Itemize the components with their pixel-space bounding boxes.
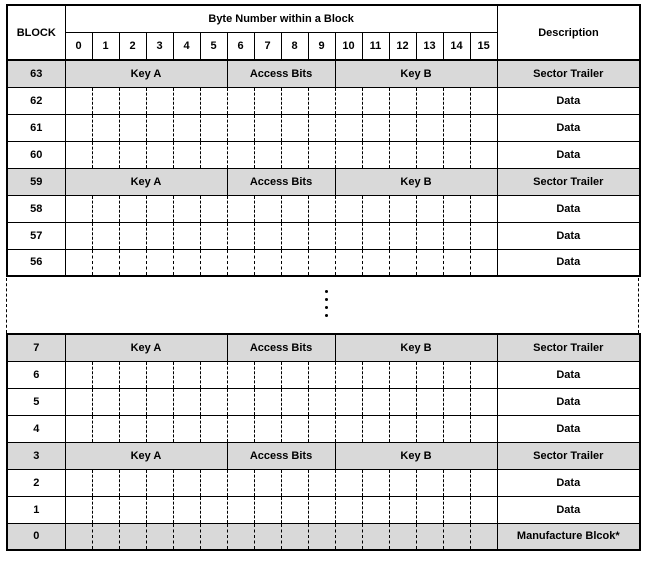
- byte-cell: [335, 496, 362, 523]
- byte-cell: [335, 415, 362, 442]
- byte-cell: [65, 222, 92, 249]
- byte-cell: [200, 114, 227, 141]
- byte-cell: [308, 195, 335, 222]
- access-bits-field: Access Bits: [227, 442, 335, 469]
- byte-cell: [443, 469, 470, 496]
- byte-cell: [119, 496, 146, 523]
- byte-cell: [146, 415, 173, 442]
- key-b-field: Key B: [335, 334, 497, 361]
- byte-cell: [92, 469, 119, 496]
- byte-cell: [92, 523, 119, 550]
- block-row-61: [7, 114, 640, 141]
- key-b-field: Key B: [335, 60, 497, 87]
- block-number: 2: [7, 469, 65, 496]
- byte-cell: [335, 87, 362, 114]
- byte-cell: [119, 87, 146, 114]
- block-description: Data: [497, 195, 640, 222]
- byte-cell: [146, 469, 173, 496]
- byte-number-10: 10: [335, 32, 362, 60]
- block-row-0: [7, 523, 640, 550]
- byte-cell: [254, 469, 281, 496]
- byte-cell: [200, 222, 227, 249]
- byte-cell: [416, 141, 443, 168]
- byte-cell: [416, 195, 443, 222]
- byte-cell: [119, 141, 146, 168]
- byte-cell: [254, 87, 281, 114]
- block-row-4: [7, 415, 640, 442]
- block-description: Data: [497, 87, 640, 114]
- omitted-blocks-gap: [6, 278, 639, 333]
- byte-cell: [362, 469, 389, 496]
- byte-cell: [308, 222, 335, 249]
- byte-cell: [173, 222, 200, 249]
- byte-cell: [65, 388, 92, 415]
- block-row-58: [7, 195, 640, 222]
- byte-cell: [119, 388, 146, 415]
- byte-cell: [92, 114, 119, 141]
- byte-cell: [416, 114, 443, 141]
- byte-cell: [65, 469, 92, 496]
- byte-cell: [254, 195, 281, 222]
- byte-cell: [200, 361, 227, 388]
- block-row-6: [7, 361, 640, 388]
- byte-cell: [119, 415, 146, 442]
- block-number: 3: [7, 442, 65, 469]
- byte-cell: [227, 469, 254, 496]
- byte-number-13: 13: [416, 32, 443, 60]
- byte-number-7: 7: [254, 32, 281, 60]
- block-number: 7: [7, 334, 65, 361]
- byte-cell: [470, 114, 497, 141]
- block-row-2: [7, 469, 640, 496]
- byte-cell: [119, 361, 146, 388]
- byte-cell: [443, 415, 470, 442]
- byte-cell: [173, 415, 200, 442]
- byte-cell: [65, 415, 92, 442]
- byte-cell: [146, 361, 173, 388]
- block-number: 61: [7, 114, 65, 141]
- byte-cell: [470, 496, 497, 523]
- byte-cell: [443, 361, 470, 388]
- byte-cell: [200, 141, 227, 168]
- byte-cell: [362, 361, 389, 388]
- byte-number-14: 14: [443, 32, 470, 60]
- byte-cell: [362, 523, 389, 550]
- byte-cell: [146, 87, 173, 114]
- byte-cell: [65, 195, 92, 222]
- byte-cell: [416, 249, 443, 276]
- key-b-field: Key B: [335, 168, 497, 195]
- byte-cell: [92, 222, 119, 249]
- byte-number-1: 1: [92, 32, 119, 60]
- byte-cell: [470, 222, 497, 249]
- byte-cell: [335, 469, 362, 496]
- byte-cell: [227, 415, 254, 442]
- byte-number-title: Byte Number within a Block: [65, 5, 497, 32]
- block-number: 57: [7, 222, 65, 249]
- block-row-57: [7, 222, 640, 249]
- byte-cell: [308, 114, 335, 141]
- byte-cell: [92, 141, 119, 168]
- byte-cell: [308, 415, 335, 442]
- byte-cell: [389, 222, 416, 249]
- byte-cell: [308, 388, 335, 415]
- byte-cell: [200, 415, 227, 442]
- access-bits-field: Access Bits: [227, 60, 335, 87]
- byte-cell: [92, 388, 119, 415]
- byte-cell: [335, 195, 362, 222]
- byte-cell: [335, 222, 362, 249]
- byte-cell: [254, 496, 281, 523]
- key-a-field: Key A: [65, 60, 227, 87]
- byte-cell: [470, 141, 497, 168]
- byte-cell: [200, 388, 227, 415]
- byte-cell: [65, 496, 92, 523]
- byte-cell: [173, 114, 200, 141]
- byte-cell: [146, 114, 173, 141]
- byte-number-5: 5: [200, 32, 227, 60]
- key-a-field: Key A: [65, 168, 227, 195]
- byte-cell: [308, 361, 335, 388]
- block-row-5: [7, 388, 640, 415]
- byte-cell: [227, 388, 254, 415]
- byte-cell: [119, 469, 146, 496]
- byte-cell: [281, 415, 308, 442]
- byte-cell: [416, 469, 443, 496]
- block-description: Data: [497, 249, 640, 276]
- byte-cell: [92, 496, 119, 523]
- block-description: Sector Trailer: [497, 60, 640, 87]
- byte-cell: [443, 195, 470, 222]
- byte-cell: [308, 496, 335, 523]
- byte-cell: [65, 114, 92, 141]
- byte-cell: [443, 496, 470, 523]
- byte-cell: [362, 388, 389, 415]
- byte-cell: [470, 195, 497, 222]
- byte-cell: [416, 388, 443, 415]
- block-row-59: [7, 168, 640, 195]
- byte-cell: [362, 496, 389, 523]
- byte-cell: [200, 469, 227, 496]
- byte-number-8: 8: [281, 32, 308, 60]
- byte-cell: [227, 523, 254, 550]
- byte-cell: [443, 222, 470, 249]
- byte-cell: [227, 114, 254, 141]
- byte-cell: [65, 87, 92, 114]
- byte-cell: [173, 195, 200, 222]
- byte-cell: [335, 114, 362, 141]
- byte-cell: [389, 388, 416, 415]
- block-row-62: [7, 87, 640, 114]
- byte-cell: [65, 249, 92, 276]
- block-row-60: [7, 141, 640, 168]
- byte-cell: [416, 222, 443, 249]
- byte-cell: [308, 469, 335, 496]
- key-a-field: Key A: [65, 442, 227, 469]
- byte-cell: [308, 87, 335, 114]
- byte-cell: [362, 249, 389, 276]
- block-number: 0: [7, 523, 65, 550]
- byte-cell: [362, 195, 389, 222]
- byte-cell: [254, 523, 281, 550]
- byte-cell: [173, 87, 200, 114]
- byte-cell: [200, 496, 227, 523]
- byte-cell: [173, 361, 200, 388]
- block-row-56: [7, 249, 640, 276]
- byte-cell: [470, 415, 497, 442]
- byte-cell: [443, 249, 470, 276]
- byte-cell: [119, 195, 146, 222]
- byte-cell: [335, 388, 362, 415]
- block-row-1: [7, 496, 640, 523]
- byte-cell: [146, 496, 173, 523]
- byte-cell: [281, 195, 308, 222]
- byte-number-11: 11: [362, 32, 389, 60]
- block-number: 4: [7, 415, 65, 442]
- byte-number-9: 9: [308, 32, 335, 60]
- block-row-7: [7, 334, 640, 361]
- byte-cell: [65, 141, 92, 168]
- byte-cell: [443, 388, 470, 415]
- byte-cell: [254, 388, 281, 415]
- access-bits-field: Access Bits: [227, 334, 335, 361]
- block-row-3: [7, 442, 640, 469]
- byte-cell: [281, 361, 308, 388]
- byte-cell: [146, 523, 173, 550]
- block-description: Sector Trailer: [497, 334, 640, 361]
- description-column-header: Description: [497, 5, 640, 60]
- byte-cell: [254, 249, 281, 276]
- byte-cell: [92, 415, 119, 442]
- sector-table-bottom: [6, 333, 641, 551]
- byte-cell: [254, 361, 281, 388]
- block-number: 6: [7, 361, 65, 388]
- block-description: Data: [497, 415, 640, 442]
- byte-cell: [65, 523, 92, 550]
- block-description: Data: [497, 114, 640, 141]
- byte-cell: [443, 141, 470, 168]
- byte-cell: [227, 141, 254, 168]
- byte-cell: [281, 469, 308, 496]
- byte-cell: [281, 87, 308, 114]
- byte-cell: [389, 87, 416, 114]
- byte-cell: [92, 87, 119, 114]
- byte-cell: [389, 469, 416, 496]
- block-description: Sector Trailer: [497, 168, 640, 195]
- byte-cell: [389, 523, 416, 550]
- byte-cell: [254, 114, 281, 141]
- byte-cell: [254, 141, 281, 168]
- byte-cell: [389, 496, 416, 523]
- access-bits-field: Access Bits: [227, 168, 335, 195]
- byte-number-2: 2: [119, 32, 146, 60]
- byte-number-12: 12: [389, 32, 416, 60]
- block-number: 63: [7, 60, 65, 87]
- block-description: Data: [497, 222, 640, 249]
- byte-cell: [281, 222, 308, 249]
- key-b-field: Key B: [335, 442, 497, 469]
- ellipsis-dots: [325, 290, 331, 322]
- byte-cell: [173, 141, 200, 168]
- byte-cell: [227, 249, 254, 276]
- byte-cell: [146, 249, 173, 276]
- byte-cell: [362, 141, 389, 168]
- block-row-63: [7, 60, 640, 87]
- byte-cell: [227, 496, 254, 523]
- byte-cell: [362, 415, 389, 442]
- byte-cell: [119, 249, 146, 276]
- block-description: Data: [497, 469, 640, 496]
- byte-number-0: 0: [65, 32, 92, 60]
- byte-cell: [389, 195, 416, 222]
- block-number: 1: [7, 496, 65, 523]
- byte-cell: [362, 114, 389, 141]
- byte-cell: [389, 114, 416, 141]
- byte-cell: [200, 523, 227, 550]
- byte-cell: [227, 222, 254, 249]
- byte-cell: [416, 523, 443, 550]
- byte-cell: [389, 141, 416, 168]
- byte-cell: [416, 87, 443, 114]
- byte-cell: [389, 361, 416, 388]
- byte-cell: [227, 87, 254, 114]
- byte-cell: [470, 523, 497, 550]
- byte-cell: [362, 87, 389, 114]
- byte-cell: [470, 361, 497, 388]
- block-column-header: BLOCK: [7, 5, 65, 60]
- byte-cell: [281, 388, 308, 415]
- block-description: Data: [497, 361, 640, 388]
- byte-cell: [200, 87, 227, 114]
- byte-cell: [146, 388, 173, 415]
- byte-cell: [146, 195, 173, 222]
- block-number: 56: [7, 249, 65, 276]
- byte-cell: [443, 114, 470, 141]
- byte-cell: [227, 195, 254, 222]
- byte-cell: [362, 222, 389, 249]
- byte-cell: [281, 141, 308, 168]
- byte-cell: [470, 249, 497, 276]
- block-number: 5: [7, 388, 65, 415]
- byte-number-6: 6: [227, 32, 254, 60]
- byte-cell: [281, 114, 308, 141]
- byte-cell: [470, 87, 497, 114]
- block-description: Data: [497, 141, 640, 168]
- byte-cell: [416, 361, 443, 388]
- key-a-field: Key A: [65, 334, 227, 361]
- byte-cell: [281, 249, 308, 276]
- byte-cell: [335, 249, 362, 276]
- byte-cell: [281, 523, 308, 550]
- byte-cell: [173, 469, 200, 496]
- byte-cell: [416, 415, 443, 442]
- byte-cell: [119, 114, 146, 141]
- byte-cell: [92, 249, 119, 276]
- byte-cell: [173, 249, 200, 276]
- byte-cell: [308, 249, 335, 276]
- sector-table-top: [6, 59, 641, 277]
- block-number: 60: [7, 141, 65, 168]
- byte-cell: [281, 496, 308, 523]
- byte-number-3: 3: [146, 32, 173, 60]
- byte-cell: [200, 249, 227, 276]
- byte-cell: [335, 523, 362, 550]
- byte-cell: [146, 141, 173, 168]
- byte-cell: [443, 523, 470, 550]
- byte-cell: [389, 249, 416, 276]
- byte-cell: [146, 222, 173, 249]
- block-description: Manufacture Blcok*: [497, 523, 640, 550]
- byte-cell: [92, 195, 119, 222]
- byte-cell: [254, 222, 281, 249]
- byte-cell: [254, 415, 281, 442]
- block-number: 59: [7, 168, 65, 195]
- byte-cell: [65, 361, 92, 388]
- byte-cell: [92, 361, 119, 388]
- block-description: Sector Trailer: [497, 442, 640, 469]
- byte-cell: [119, 523, 146, 550]
- byte-cell: [227, 361, 254, 388]
- byte-cell: [173, 496, 200, 523]
- byte-number-15: 15: [470, 32, 497, 60]
- byte-cell: [470, 469, 497, 496]
- byte-cell: [416, 496, 443, 523]
- block-description: Data: [497, 388, 640, 415]
- byte-cell: [443, 87, 470, 114]
- table-header: [6, 4, 641, 61]
- byte-cell: [470, 388, 497, 415]
- block-description: Data: [497, 496, 640, 523]
- byte-cell: [308, 523, 335, 550]
- byte-number-4: 4: [173, 32, 200, 60]
- byte-cell: [335, 361, 362, 388]
- byte-cell: [389, 415, 416, 442]
- byte-cell: [119, 222, 146, 249]
- byte-cell: [173, 388, 200, 415]
- byte-cell: [200, 195, 227, 222]
- block-number: 62: [7, 87, 65, 114]
- byte-cell: [173, 523, 200, 550]
- byte-cell: [308, 141, 335, 168]
- block-number: 58: [7, 195, 65, 222]
- byte-cell: [335, 141, 362, 168]
